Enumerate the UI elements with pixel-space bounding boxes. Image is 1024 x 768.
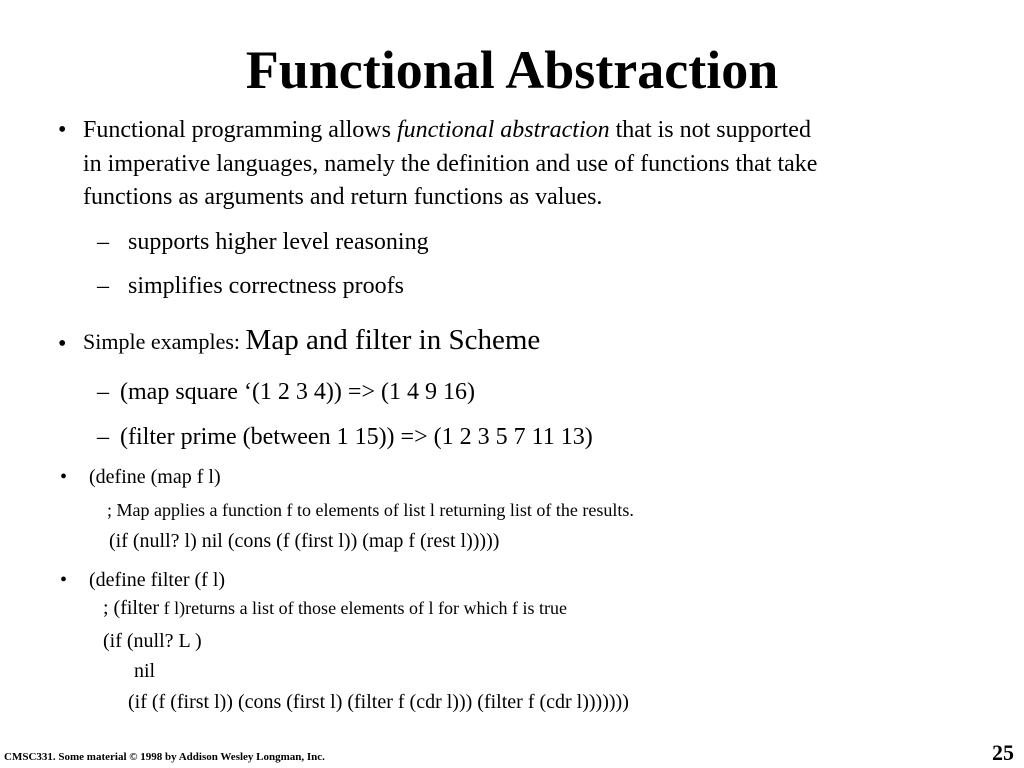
- filter-comment-pre: ; (filter: [103, 597, 160, 619]
- sub-dash: –: [97, 273, 109, 299]
- bullet-2-line: [83, 324, 540, 357]
- bullet-2-sub-1: (map square ‘(1 2 3 4)) => (1 4 9 16): [120, 379, 475, 405]
- sub-dash: –: [97, 379, 109, 405]
- filter-comment-post: f l)returns a list of those elements of l for which f is true: [159, 598, 567, 618]
- slide-title: Functional Abstraction: [245, 40, 779, 100]
- bullet-1-emphasis: functional abstraction: [396, 117, 610, 143]
- filter-else-line: (if (f (first l)) (cons (first l) (filter f (cdr l))) (filter f (cdr l))))))): [128, 691, 629, 713]
- bullet-marker: •: [60, 466, 68, 488]
- bullet-1-line-1: [83, 113, 811, 147]
- bullet-marker: •: [58, 331, 67, 357]
- sub-dash: –: [97, 424, 109, 450]
- filter-nil-line: nil: [134, 660, 156, 682]
- bullet-1-sub-1: supports higher level reasoning: [128, 229, 429, 255]
- bullet-marker: •: [60, 569, 68, 591]
- map-comment: ; Map applies a function f to elements of list l returning list of the results.: [107, 500, 634, 520]
- bullet-1-sub-2: simplifies correctness proofs: [128, 273, 404, 299]
- bullet-2-lead: Simple examples:: [83, 329, 246, 354]
- bullet-1-text-pre: Functional programming allows: [83, 117, 397, 143]
- map-body: (if (null? l) nil (cons (f (first l)) (map f (rest l))))): [109, 530, 500, 552]
- sub-dash: –: [97, 229, 109, 255]
- bullet-2-heading: Map and filter in Scheme: [245, 324, 541, 356]
- bullet-marker: •: [58, 117, 67, 143]
- filter-define-line: (define filter (f l): [89, 569, 226, 591]
- bullet-2-sub-2: (filter prime (between 1 15)) => (1 2 3 5 7 11 13): [120, 424, 593, 450]
- bullet-1-line-3: functions as arguments and return functions as values.: [83, 184, 603, 210]
- filter-if-line: (if (null? L ): [103, 630, 202, 652]
- filter-comment: [103, 597, 567, 620]
- page-number: 25: [992, 740, 1014, 765]
- bullet-1-line-2: in imperative languages, namely the definition and use of functions that take: [83, 151, 818, 177]
- map-define-line: (define (map f l): [89, 466, 221, 488]
- footer-copyright: CMSC331. Some material © 1998 by Addison Wesley Longman, Inc.: [4, 751, 325, 763]
- bullet-1-text-post: that is not supported: [609, 117, 811, 143]
